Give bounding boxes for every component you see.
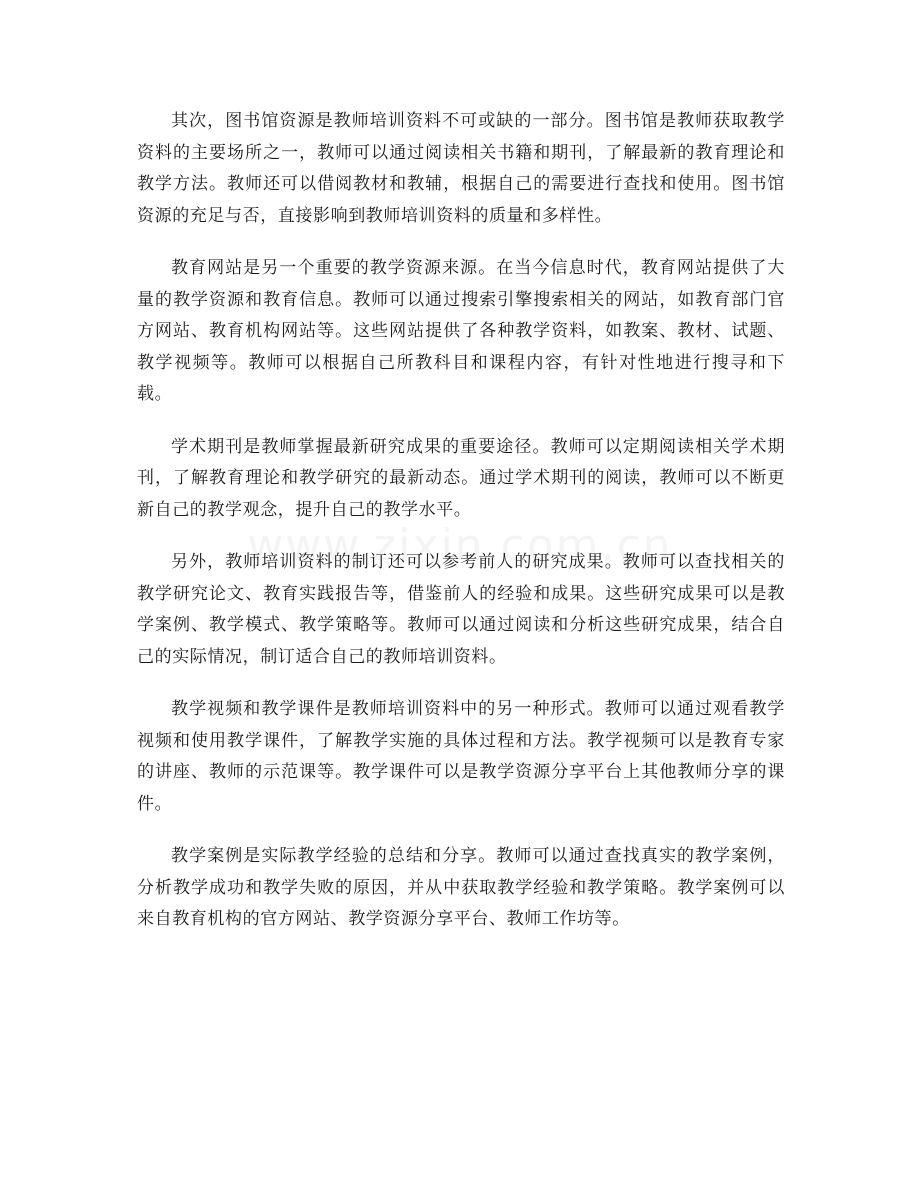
paragraph-academic-journals: 学术期刊是教师掌握最新研究成果的重要途径。教师可以定期阅读相关学术期刊，了解教育理论和教学研究的最新动态。通过学术期刊的阅读，教师可以不断更新自己的教学观念，提升自己的教学水平。	[137, 436, 785, 520]
paragraph-teaching-cases: 教学案例是实际教学经验的总结和分享。教师可以通过查找真实的教学案例，分析教学成功和教学失败的原因，并从中获取教学经验和教学策略。教学案例可以来自教育机构的官方网站、教学资源分享平台、教师工作坊等。	[137, 846, 785, 929]
paragraph-library-resources: 其次，图书馆资源是教师培训资料不可或缺的一部分。图书馆是教师获取教学资料的主要场所之一，教师可以通过阅读相关书籍和期刊，了解最新的教育理论和教学方法。教师还可以借阅教材和教辅，根据自己的需要进行查找和使用。图书馆资源的充足与否，直接影响到教师培训资料的质量和多样性。	[137, 111, 785, 226]
paragraph-prior-research: 另外，教师培训资料的制订还可以参考前人的研究成果。教师可以查找相关的教学研究论文、教育实践报告等，借鉴前人的经验和成果。这些研究成果可以是教学案例、教学模式、教学策略等。教师可以通过阅读和分析这些研究成果，结合自己的实际情况，制订适合自己的教师培训资料。	[137, 552, 785, 667]
paragraph-education-websites: 教育网站是另一个重要的教学资源来源。在当今信息时代，教育网站提供了大量的教学资源和教育信息。教师可以通过搜索引擎搜索相关的网站，如教育部门官方网站、教育机构网站等。这些网站提供了各种教学资料，如教案、教材、试题、教学视频等。教师可以根据自己所教科目和课程内容，有针对性地进行搜寻和下载。	[137, 258, 785, 404]
paragraph-videos-courseware: 教学视频和教学课件是教师培训资料中的另一种形式。教师可以通过观看教学视频和使用教学课件，了解教学实施的具体过程和方法。教学视频可以是教育专家的讲座、教师的示范课等。教学课件可以是教学资源分享平台上其他教师分享的课件。	[137, 699, 785, 814]
document-body	[137, 106, 785, 957]
